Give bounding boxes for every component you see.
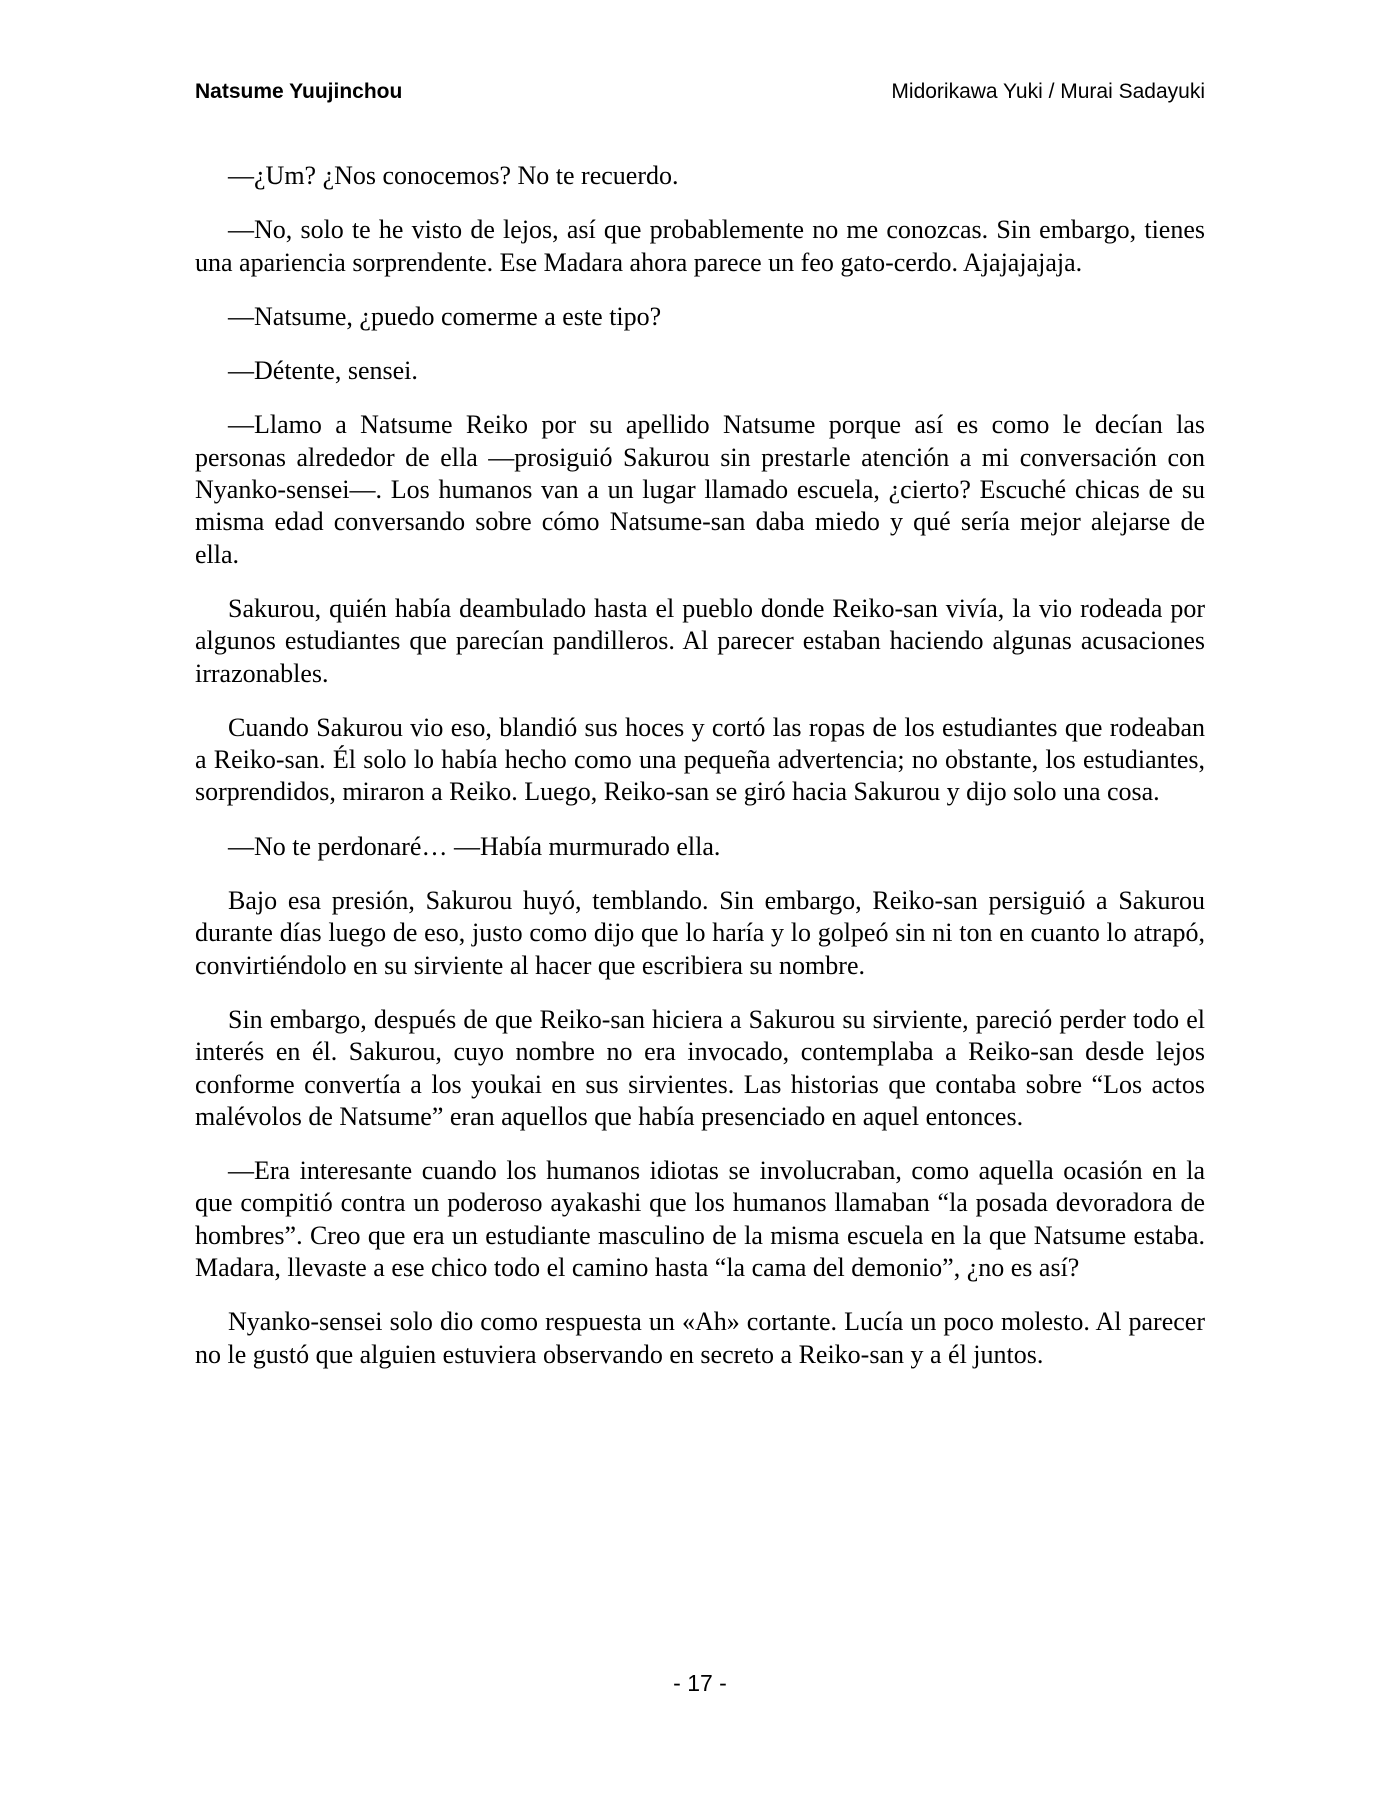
paragraph: Cuando Sakurou vio eso, blandió sus hoces y cortó las ropas de los estudiantes que rodeaban a Reiko-san. Él solo lo había hecho como una pequeña advertencia; no obstante, los estudiantes, sorprendidos, miraron a Reiko. Luego, Reiko-san se giró hacia Sakurou y dijo solo una cosa. xyxy=(195,712,1205,807)
paragraph: Nyanko-sensei solo dio como respuesta un «Ah» cortante. Lucía un poco molesto. Al parecer no le gustó que alguien estuviera observando en secreto a Reiko-san y a él juntos. xyxy=(195,1307,1205,1369)
paragraph: Sin embargo, después de que Reiko-san hiciera a Sakurou su sirviente, pareció perder todo el interés en él. Sakurou, cuyo nombre no era invocado, contemplaba a Reiko-san desde lejos conforme convertía a los youkai en sus sirvientes. Las historias que contaba sobre “Los actos malévolos de Natsume” eran aquellos que había presenciado en aquel entonces. xyxy=(195,1004,1205,1131)
paragraph: Sakurou, quién había deambulado hasta el pueblo donde Reiko-san vivía, la vio rodeada por algunos estudiantes que parecían pandilleros. Al parecer estaban haciendo algunas acusaciones irrazonables. xyxy=(195,593,1205,688)
paragraph: —Llamo a Natsume Reiko por su apellido Natsume porque así es como le decían las personas alrededor de ella —prosiguió Sakurou sin prestarle atención a mi conversación con Nyanko-sensei—. Los humanos van a un lugar llamado escuela, ¿cierto? Escuché chicas de su misma edad conversando sobre cómo Natsume-san daba miedo y qué sería mejor alejarse de ella. xyxy=(195,410,1205,569)
book-title: Natsume Yuujinchou xyxy=(195,80,403,103)
page-number: - 17 - xyxy=(673,1670,727,1696)
paragraph: —No, solo te he visto de lejos, así que probablemente no me conozcas. Sin embargo, tienes una apariencia sorprendente. Ese Madara ahora parece un feo gato-cerdo. Ajajajajaja. xyxy=(195,215,1205,277)
body-text xyxy=(195,160,1205,1393)
authors: Midorikawa Yuki / Murai Sadayuki xyxy=(891,80,1205,103)
paragraph: Bajo esa presión, Sakurou huyó, temblando. Sin embargo, Reiko-san persiguió a Sakurou durante días luego de eso, justo como dijo que lo haría y lo golpeó sin ni ton en cuanto lo atrapó, convirtiéndolo en su sirviente al hacer que escribiera su nombre. xyxy=(195,886,1205,980)
paragraph: —No te perdonaré… —Había murmurado ella. xyxy=(228,831,721,861)
paragraph: —¿Um? ¿Nos conocemos? No te recuerdo. xyxy=(228,161,679,190)
paragraph: —Détente, sensei. xyxy=(228,356,418,386)
paragraph: —Natsume, ¿puedo comerme a este tipo? xyxy=(228,301,662,331)
paragraph: —Era interesante cuando los humanos idiotas se involucraban, como aquella ocasión en la que compitió contra un poderoso ayakashi que los humanos llamaban “la posada devoradora de hombres”. Creo que era un estudiante masculino de la misma escuela en la que Natsume estaba. Madara, llevaste a ese chico todo el camino hasta “la cama del demonio”, ¿no es así? xyxy=(195,1156,1205,1283)
page-header xyxy=(195,80,1205,112)
